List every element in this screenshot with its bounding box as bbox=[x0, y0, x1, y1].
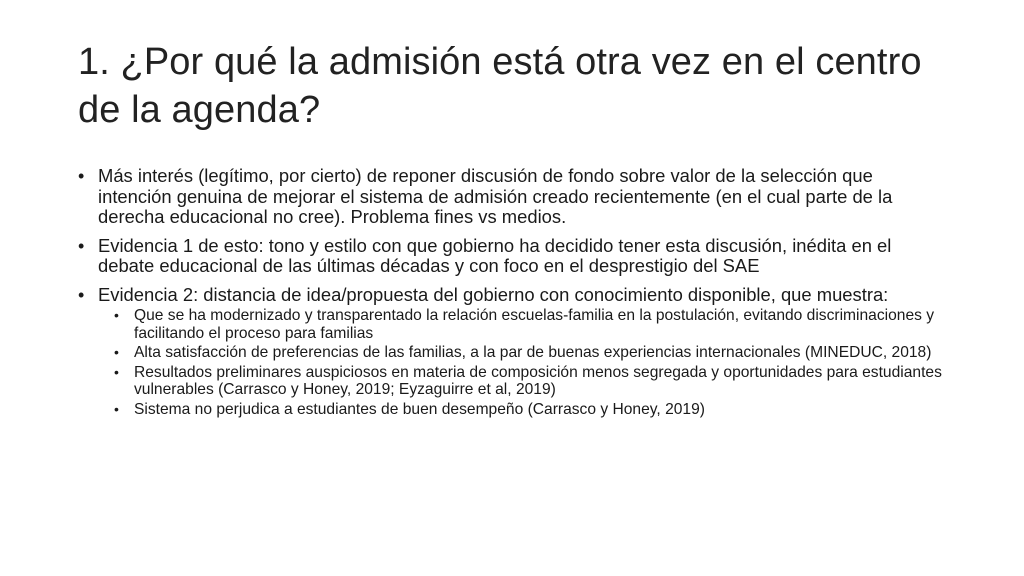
sub-bullet-item: • Que se ha modernizado y transparentado la relación escuelas-familia en la postulación, evitando discriminaciones y facilitando el proceso para familias bbox=[78, 307, 948, 342]
sub-bullet-item: • Resultados preliminares auspiciosos en materia de composición menos segregada y oportunidades para estudiantes vulnerables (Carrasco y Honey, 2019; Eyzaguirre et al, 2019) bbox=[78, 364, 948, 399]
sub-bullet-item: • Sistema no perjudica a estudiantes de buen desempeño (Carrasco y Honey, 2019) bbox=[78, 401, 948, 419]
sub-bullet-item: • Alta satisfacción de preferencias de las familias, a la par de buenas experiencias internacionales (MINEDUC, 2018) bbox=[78, 344, 948, 362]
bullet-item-text: Evidencia 2: distancia de idea/propuesta del gobierno con conocimiento disponible, que muestra: bbox=[98, 283, 889, 305]
bullet-item: • Más interés (legítimo, por cierto) de reponer discusión de fondo sobre valor de la selección que intención genuina de mejorar el sistema de admisión creado recientemente (en el cual parte de la derecha educacional no cree). Problema fines vs medios. bbox=[78, 166, 948, 228]
sub-bullet-list bbox=[78, 307, 948, 418]
slide-title: 1. ¿Por qué la admisión está otra vez en el centro de la agenda? bbox=[78, 41, 922, 131]
bullet-item-with-subitems bbox=[78, 285, 948, 306]
bullet-list bbox=[78, 166, 948, 420]
bullet-item: • Evidencia 1 de esto: tono y estilo con que gobierno ha decidido tener esta discusión, inédita en el debate educacional de las últimas décadas y con foco en el desprestigio del SAE bbox=[78, 236, 948, 277]
